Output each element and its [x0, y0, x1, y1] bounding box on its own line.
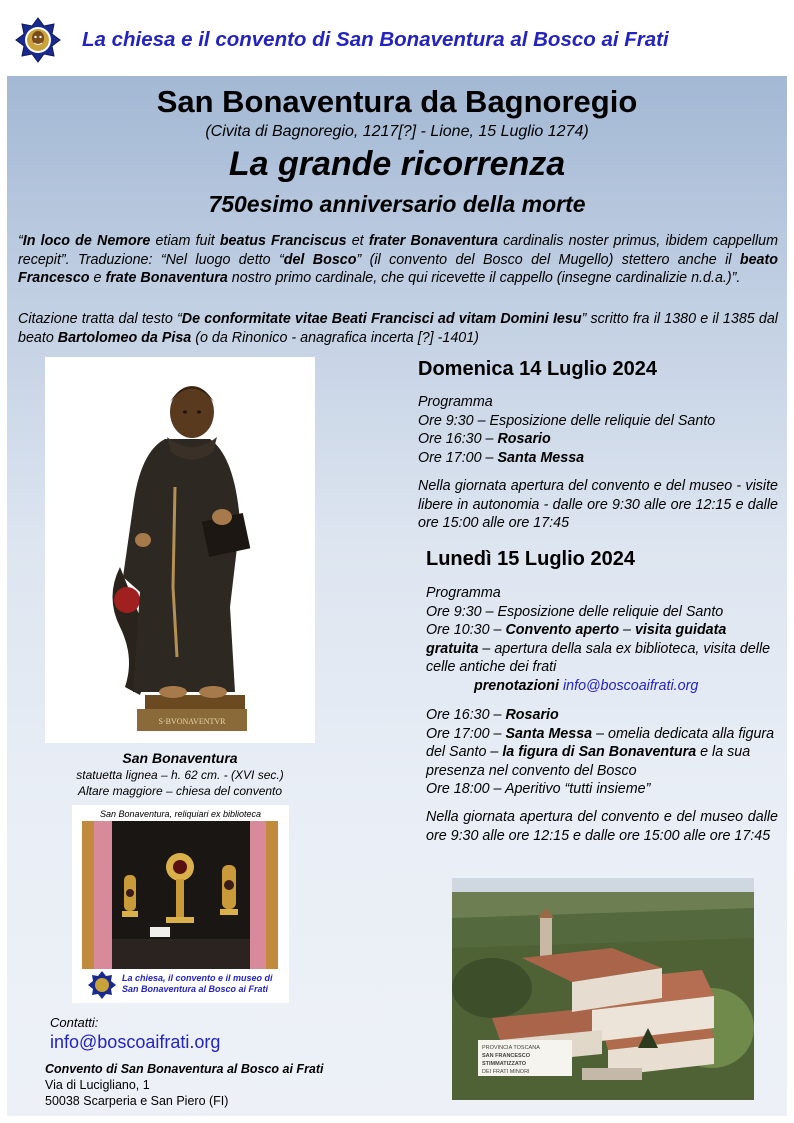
contacts-label: Contatti: — [50, 1015, 99, 1030]
convent-sign — [478, 1040, 572, 1076]
address-block — [45, 1061, 324, 1109]
header-title: La chiesa e il convento di San Bonaventura al Bosco ai Frati — [82, 28, 669, 51]
monday-item-relics: Ore 9:30 – Esposizione delle reliquie del Santo — [426, 603, 724, 620]
reliquary-logo-text — [122, 973, 273, 995]
reliquary-photo-title: San Bonaventura, reliquiari ex biblioteca — [99, 809, 262, 819]
event-headline: La grande ricorrenza — [228, 145, 566, 183]
citation-paragraph: Citazione tratta dal testo “De conformitate vitae Beati Francisci ad vitam Domini Iesu” scritto fra il 1380 e il 1385 dal beato Bartolomeo da Pisa (o da Rinonico - anagrafica incerta [?] -1401) — [18, 311, 778, 346]
reliquary-logo-line2: San Bonaventura al Bosco ai Frati — [122, 984, 269, 994]
anniversary-subtitle: 750esimo anniversario della morte — [208, 191, 586, 217]
monday-heading: Lunedì 15 Luglio 2024 — [426, 548, 635, 570]
contact-email-link[interactable]: info@boscoaifrati.org — [50, 1032, 221, 1052]
sunday-item-relics: Ore 9:30 – Esposizione delle reliquie del Santo — [418, 412, 716, 429]
address-city: 50038 Scarperia e San Piero (FI) — [45, 1094, 229, 1108]
monday-item-mass: Ore 17:00 – Santa Messa – omelia dedicata alla figura del Santo – la figura di San Bonaventura e la sua presenza nel convento del Bosco — [426, 725, 775, 779]
monday-opening-note: Nella giornata apertura del convento e del museo dalle ore 9:30 alle ore 12:15 e dalle ore 15:00 alle ore 17:45 — [426, 809, 778, 844]
statue-illustration — [45, 357, 315, 743]
monday-program-label: Programma — [426, 585, 501, 601]
contacts-block — [50, 1015, 220, 1053]
page-header — [0, 0, 794, 76]
sunday-program — [418, 393, 778, 467]
saint-title: San Bonaventura da Bagnoregio — [156, 84, 638, 119]
monday-booking: prenotazioni info@boscoaifrati.org — [474, 677, 699, 694]
sunday-heading: Domenica 14 Luglio 2024 — [418, 358, 657, 380]
sunday-program-label: Programma — [418, 394, 493, 410]
monday-program-afternoon — [426, 706, 778, 799]
convent-aerial-photo — [452, 878, 754, 1100]
booking-email-link[interactable]: info@boscoaifrati.org — [562, 677, 699, 694]
monday-item-convent: Ore 10:30 – Convento aperto – visita guidata gratuita – apertura della sala ex biblioteca, visita delle celle antiche dei frati — [426, 622, 771, 675]
sunday-item-mass: Ore 17:00 – Santa Messa — [418, 449, 585, 466]
statue-caption-line1: statuetta lignea – h. 62 cm. - (XVI sec.) — [76, 768, 284, 782]
reliquary-photo — [72, 805, 289, 1003]
franciscan-emblem-icon — [14, 16, 62, 64]
address-street: Via di Lucigliano, 1 — [45, 1078, 150, 1092]
monday-item-aperitif: Ore 18:00 – Aperitivo “tutti insieme” — [426, 781, 651, 797]
convent-sign-line1: PROVINCIA TOSCANA — [482, 1045, 540, 1051]
statue-caption — [40, 749, 320, 799]
reliquary-logo-line1: La chiesa, il convento e il museo di — [122, 973, 273, 983]
statue-photo — [45, 357, 315, 743]
sunday-opening-note: Nella giornata apertura del convento e del museo - visite libere in autonomia - dalle ore 9:30 alle ore 12:15 e dalle ore 15:00 alle ore 17:45 — [418, 478, 778, 531]
latin-quote-paragraph: “In loco de Nemore etiam fuit beatus Franciscus et frater Bonaventura cardinalis noster primus, ibidem cappellum recepit”. Traduzione: “Nel luogo detto “del Bosco” (il convento del Bosco del Mugello) stettero anche il beato Francesco e frate Bonaventura nostro primo cardinale, che qui ricevette il cappello (insegne cardinalizie n.d.a.)”. — [18, 233, 779, 286]
address-organization: Convento di San Bonaventura al Bosco ai Frati — [45, 1062, 324, 1076]
statue-caption-title: San Bonaventura — [122, 750, 238, 766]
monday-item-rosary: Ore 16:30 – Rosario — [426, 707, 559, 723]
saint-dates: (Civita di Bagnoregio, 1217[?] - Lione, 15 Luglio 1274) — [205, 123, 589, 140]
convent-sign-line3: DEI FRATI MINORI — [482, 1069, 530, 1075]
statue-caption-line2: Altare maggiore – chiesa del convento — [77, 784, 283, 798]
statue-plaque-text: S·BVONAVENTVR — [158, 717, 226, 726]
sunday-item-rosary: Ore 16:30 – Rosario — [418, 431, 551, 447]
convent-sign-line2: SAN FRANCESCO STIMMATIZZATO — [482, 1053, 530, 1067]
monday-program — [426, 584, 778, 695]
